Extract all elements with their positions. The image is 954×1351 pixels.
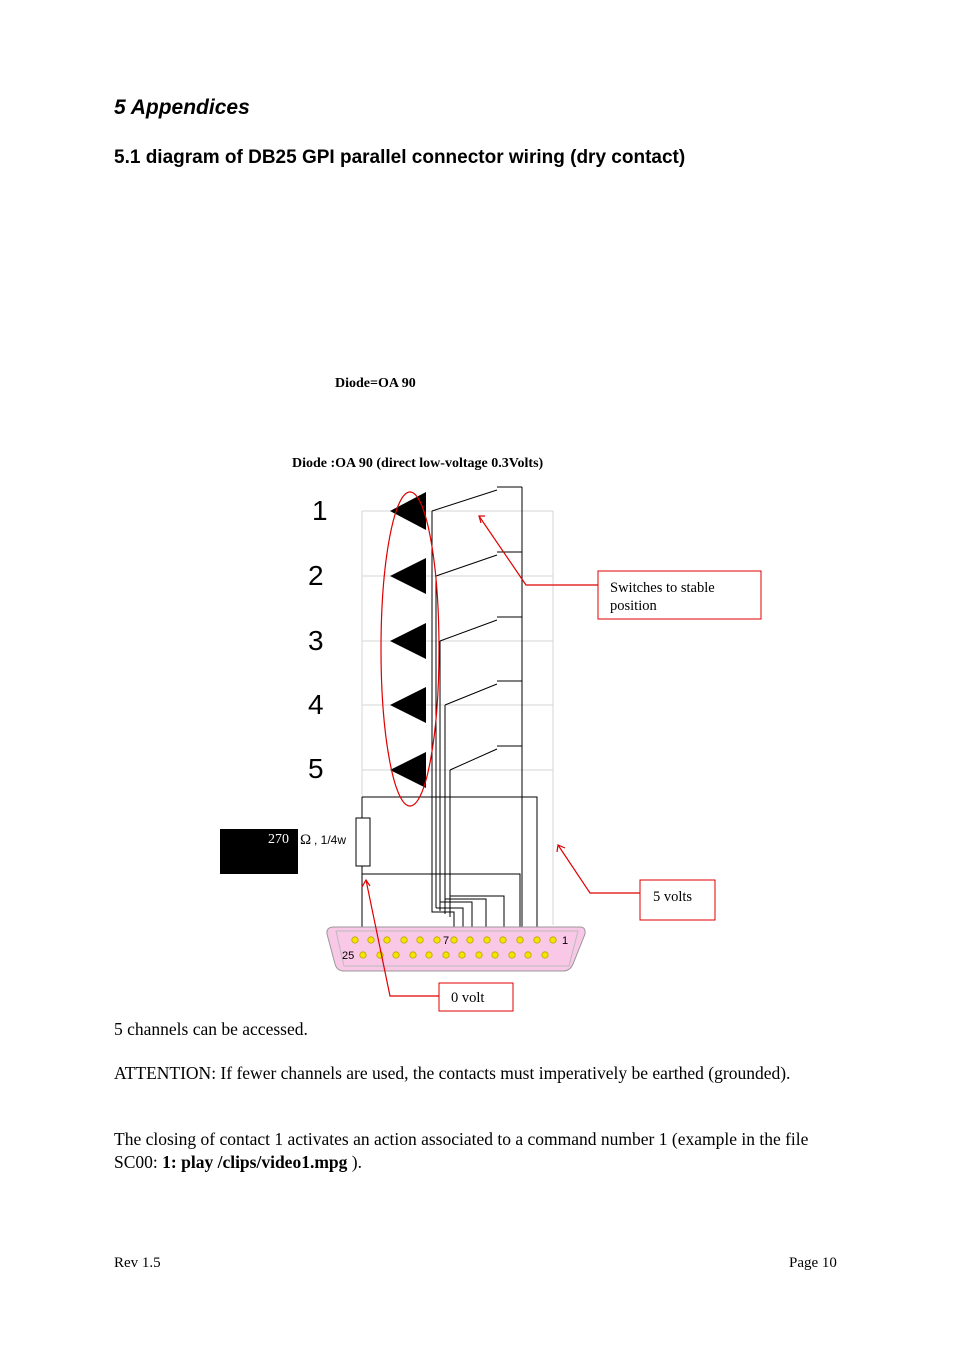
paragraph-contact-command: 1: play /clips/video1.mpg [162,1152,348,1172]
diode-note: Diode=OA 90 [335,376,416,391]
channel-label-3: 3 [308,625,324,656]
pin-label-1: 1 [562,935,569,947]
db25-connector [327,927,585,971]
switches [432,487,522,940]
pin-label-7: 7 [443,935,450,947]
channel-label-4: 4 [308,689,324,720]
paragraph-contact [114,1128,834,1174]
section-subtitle: 5.1 diagram of DB25 GPI parallel connector wiring (dry contact) [114,147,686,168]
diode-5 [390,752,426,788]
resistor-rating: , 1/4w [314,833,347,847]
resistor [356,818,370,866]
channel-label-1: 1 [312,495,328,526]
ohm-symbol: Ω [300,832,312,848]
paragraph-channels: 5 channels can be accessed. [114,1019,308,1039]
diagram-grid [362,511,553,925]
resistor-value: 270 [268,832,289,847]
paragraph-contact-text: The closing of contact 1 activates an action associated to a command number 1 (example in the file SC00: [114,1129,809,1172]
footer-page-number: Page 10 [789,1255,837,1271]
diode-1 [390,492,426,530]
section-title: 5 Appendices [114,96,250,119]
callout-0v: 0 volt [451,990,485,1006]
diode-detail: Diode :OA 90 (direct low-voltage 0.3Volts) [292,456,544,471]
diode-3 [390,623,426,659]
channel-label-2: 2 [308,560,324,591]
paragraph-contact-end: ). [347,1152,362,1172]
callout-switches-line2: position [610,598,657,614]
footer-revision: Rev 1.5 [114,1255,161,1271]
channel-label-5: 5 [308,753,324,784]
callout-switches-line1: Switches to stable [610,580,715,596]
paragraph-attention: ATTENTION: If fewer channels are used, the contacts must imperatively be earthed (grounded). [114,1063,791,1083]
callout-5v: 5 volts [653,889,693,905]
pin-label-25: 25 [342,950,355,962]
diode-2 [390,558,426,594]
diode-4 [390,687,426,723]
